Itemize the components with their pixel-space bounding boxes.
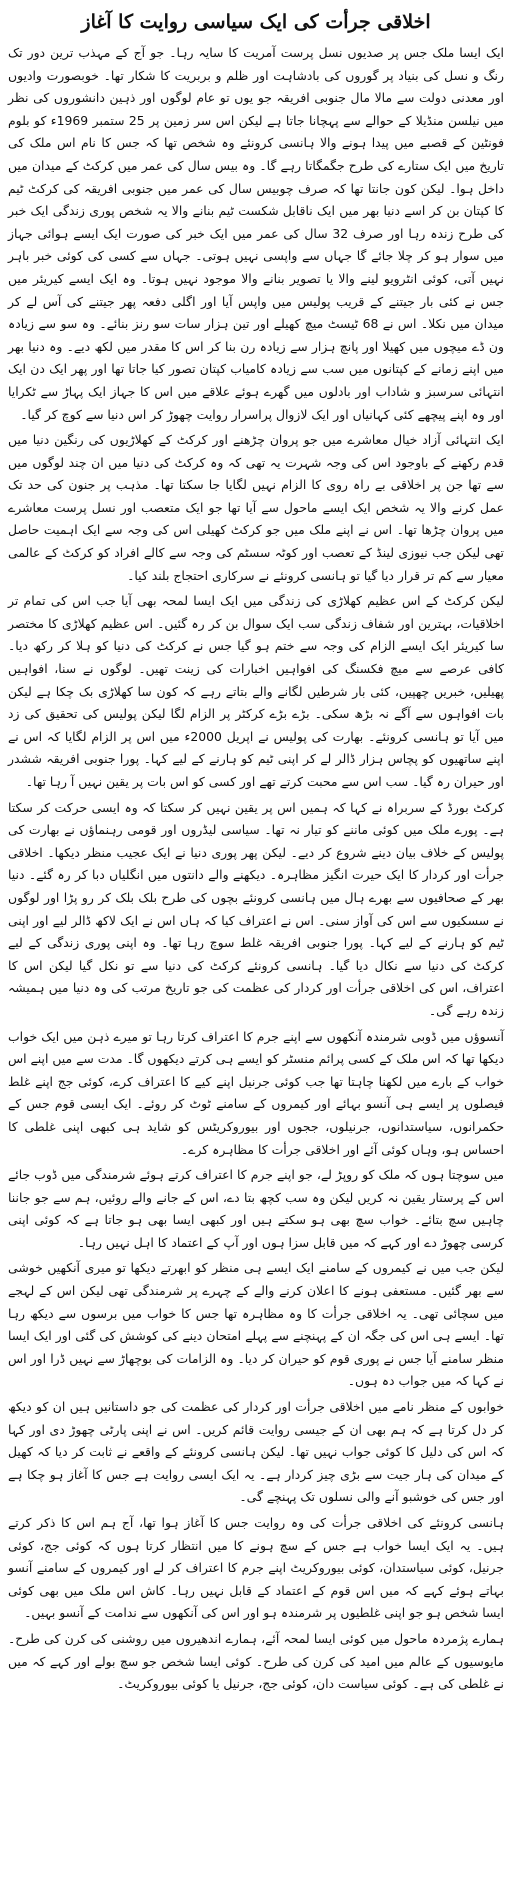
article-paragraph: کرکٹ بورڈ کے سربراہ نے کہا کہ ہمیں اس پر یقین نہیں کر سکتا کہ وہ ایسی حرکت کر سکتا ہے۔ پورے ملک میں کوئی ماننے کو تیار نہ تھا۔ سیاسی لیڈروں اور قومی رہنماؤں نے بھارت کی پولیس کے خلاف بیان دینے شروع کر دیے۔ لیکن پھر پوری دنیا نے ایک عجیب منظر دیکھا۔ اخلاقی جرأت اور کردار کا ایک حیرت انگیز مظاہرہ۔ دیکھنے والے دانتوں میں انگلیاں دبا کر رہ گئے۔ دنیا بھر کے صحافیوں سے بھرے ہال میں ہانسی کرونئے بچوں کی طرح بلک بلک کر رو پڑا اور لوگوں نے سسکیوں سے اس کی آواز سنی۔ اس نے اعتراف کیا کہ ہاں اس نے ایک لاکھ ڈالر لیے اور اپنی ٹیم کو ہارنے کے لیے کہا۔ پورا جنوبی افریقہ غلط سوچ رہا تھا۔ وہ اپنی پوری زندگی کے لیے کرکٹ کی دنیا سے نکال دیا گیا۔ ہانسی کرونئے کرکٹ کی دنیا سے تو نکل گیا لیکن اس کا اعتراف، اس کی اخلاقی جرأت اور کردار کی عظمت کی جو تاریخ مرتب کی وہ دنیا میں ہمیشہ زندہ رہے گی۔	[8, 799, 504, 1018]
article-paragraph: لیکن جب میں نے کیمروں کے سامنے ایک ایسے ہی منظر کو ابھرتے دیکھا تو میری آنکھیں خوشی سے بھر گئیں۔ مستعفی ہونے کا اعلان کرنے والے کے چہرے پر شرمندگی تھی لیکن اس کے لہجے میں سچائی تھی۔ یہ اخلاقی جرأت کا وہ مظاہرہ تھا جس کا خواب میں برسوں سے دیکھ رہا تھا۔ ایسے ہی اس کی جگہ ان کے پہنچنے سے پہلے امتحان دینے کی کوشش کی گئی اور ایک ایسا منظر سامنے آیا جس نے پوری قوم کو حیران کر دیا۔ وہ الزامات کی بوچھاڑ سے نہیں ڈرا اور اس نے کہا کہ میں جواب دہ ہوں۔	[8, 1260, 504, 1389]
article-paragraph: خوابوں کے منظر نامے میں اخلاقی جرأت اور کردار کی عظمت کی جو داستانیں ہیں ان کو دیکھ کر دل کرتا ہے کہ ہم بھی ان کے جیسی روایت قائم کریں۔ اس نے اپنی پارٹی چھوڑ دی اور کہا کہ اس کی دلیل کا کوئی جواب نہیں تھا۔ لیکن ہانسی کرونئے کے واقعے نے ثابت کر دیا کہ کھیل کے میدان کی ہار جیت سے بڑی چیز کردار ہے۔ یہ ایک ایسی روایت ہے جس کا آغاز ہو چکا ہے اور جس کی خوشبو آنے والی نسلوں تک پہنچے گی۔	[8, 1399, 504, 1505]
article-headline: اخلاقی جرأت کی ایک سیاسی روایت کا آغاز	[81, 11, 431, 33]
article-paragraph: ایک ایسا ملک جس پر صدیوں نسل پرست آمریت کا سایہ رہا۔ جو آج کے مہذب ترین دور تک رنگ و نسل کی بنیاد پر گوروں کی بادشاہت اور ظلم و بربریت کا شکار تھا۔ خوبصورت وادیوں اور معدنی دولت سے مالا مال جنوبی افریقہ جو یوں تو عام لوگوں اور ذہین دانشوروں کی نظر میں نیلسن منڈیلا کے حوالے سے پہچانا جاتا ہے لیکن اس سر زمین پر 25 ستمبر 1969ء کو بلوم فونٹین کے قصبے میں پیدا ہونے والا ہانسی کرونئے وہ شخص تھا کہ جس کا نام اس ملک کی تاریخ میں ایک ستارے کی طرح جگمگاتا رہے گا۔ وہ بیس سال کی عمر میں کرکٹ کے میدان میں داخل ہوا۔ لیکن کون جانتا تھا کہ صرف چوبیس سال کی عمر میں جنوبی افریقہ کی کرکٹ ٹیم کا کپتان بن کر اسے دنیا بھر میں ایک ناقابل شکست ٹیم بنانے والا یہ شخص پوری زندگی ایک خبر کی طرح زندہ رہا اور صرف 32 سال کی عمر میں ایک خبر کی صورت ایک ایسے ہوائی جہاز میں سوار ہو کر چلا جائے گا جہاں سے واپسی نہیں ہوتی۔ جہاں سے کسی کی کوئی خبر باہر نہیں آتی، کوئی انٹرویو لینے والا یا تصویر بنانے والا موجود نہیں ہوتا۔ وہ ایک ایسے کیریئر میں جس نے کئی بار جیتنے کے قریب پولیس میں واپس آیا اور اگلی دفعہ پھر جیتنے کی آس لے کر میدان میں نکلا۔ اس نے 68 ٹیسٹ میچ کھیلے اور تین ہزار سات سو رنز بنائے۔ وہ سو سے زیادہ ون ڈے میچوں میں کھیلا اور پانچ ہزار سے زیادہ رن بنا کر اس کا مقدر میں لکھ دیے۔ وہ دنیا بھر میں اپنے زمانے کے کپتانوں میں سب سے زیادہ کامیاب کپتان تصور کیا جاتا تھا اور پھر ایک دن ایک انتہائی سرسبز و شاداب اور بادلوں میں گھرے ہوئے علاقے میں اس کا جہاز ایک پہاڑ سے ٹکرایا اور وہ اپنے پیچھے کئی کہانیاں اور ایک لازوال پراسرار روایت چھوڑ کر اس دنیا سے کوچ کر گیا۔	[8, 45, 504, 422]
article-body	[8, 42, 504, 1696]
article-paragraph: میں سوچتا ہوں کہ ملک کو روپڑ لے، جو اپنے جرم کا اعتراف کرتے ہوئے شرمندگی میں ڈوب جائے اس کے پرستار یقین نہ کریں لیکن وہ سب کچھ بتا دے، اس کے جانے والے روئیں، ہم سے جو جاننا چاہیں سچ بتائے۔ خواب سچ بھی ہو سکتے ہیں اور کبھی ایسا بھی ہو جاتا ہے کہ کوئی اپنی کرسی چھوڑ دے اور کہے کہ میں قابل سزا ہوں اور آپ کے اعتماد کا اہل نہیں رہا۔	[8, 1167, 504, 1250]
article-paragraph: آنسوؤں میں ڈوبی شرمندہ آنکھوں سے اپنے جرم کا اعتراف کرتا رہا تو میرے ذہن میں ایک خواب دیکھا تھا کہ اس ملک کے کسی پرائم منسٹر کو ایسے ہی کرتے دیکھوں گا۔ مدت سے میں اپنے اس خواب کے بارے میں لکھنا چاہتا تھا جب کوئی جرنیل اپنے کیے کا اعتراف کرے، کوئی جج اپنے غلط فیصلوں پر ایسے ہی آنسو بہائے اور کیمروں کے سامنے ٹوٹ کر روئے۔ ایک ایسی قوم جس کے حکمرانوں، سیاستدانوں، جرنیلوں، ججوں اور بیوروکریٹس کو شاید ہی کبھی اپنی غلطی کا احساس ہو، وہاں کوئی آئے اور اخلاقی جرأت کا مظاہرہ کرے۔	[8, 1028, 504, 1157]
article-paragraph: لیکن کرکٹ کے اس عظیم کھلاڑی کی زندگی میں ایک ایسا لمحہ بھی آیا جب اس کی تمام تر اخلاقیات، بہترین اور شفاف زندگی سب ایک سوال بن کر رہ گئیں۔ اس عظیم کھلاڑی کا مختصر سا کیریئر ایک ایسے الزام کی وجہ سے ختم ہو گیا جس نے کرکٹ کی دنیا کو ہلا کر رکھ دیا۔ کافی عرصے سے میچ فکسنگ کی افواہیں اخبارات کی زینت تھیں۔ لوگوں نے سنا، افواہیں پھیلیں، خبریں چھپیں، کئی بار شرطیں لگانے والے بتاتے رہے کہ کون سا کھلاڑی بک چکا ہے لیکن بات افواہوں سے آگے نہ بڑھ سکی۔ بڑے بڑے کرکٹر پر الزام لگا لیکن پولیس کی تحقیق کی زد میں آیا تو ہانسی کرونئے۔ بھارت کی پولیس نے اپریل 2000ء میں اس پر الزام لگایا کہ اس نے اپنے ساتھیوں کو پچاس ہزار ڈالر لے کر اپنی ٹیم کو ہارنے کے لیے کہا۔ پورا جنوبی افریقہ ششدر اور حیران رہ گیا۔ سب اس سے محبت کرتے تھے اور کسی کو اس بات پر یقین نہیں آ رہا تھا۔	[8, 593, 504, 789]
article-paragraph: ایک انتہائی آزاد خیال معاشرے میں جو پروان چڑھنے اور کرکٹ کے کھلاڑیوں کی رنگین دنیا میں قدم رکھنے کے باوجود اس کی وجہ شہرت یہ تھی کہ وہ کرکٹ کی دنیا میں ان چند لوگوں میں سے تھا جن پر اخلاقی بے راہ روی کا الزام نہیں لگایا جا سکتا تھا۔ مذہب پر جنون کی حد تک عمل کرنے والا یہ شخص ایک ایسے ماحول سے آیا تھا جو ایک متعصب اور نسل پرست معاشرے میں پروان چڑھا تھا۔ اس نے اپنے ملک میں جو کرکٹ کھیلی اس کی وجہ سے ایک اہمیت حاصل تھی لیکن جب نیوزی لینڈ کے تعصب اور کوٹہ سسٹم کی وجہ سے کالے افراد کو کرکٹ کے عالمی معیار سے کم تر قرار دیا گیا تو ہانسی کرونئے نے سرکاری احتجاج بلند کیا۔	[8, 432, 504, 583]
article-paragraph: ہمارے پژمردہ ماحول میں کوئی ایسا لمحہ آئے، ہمارے اندھیروں میں روشنی کی کرن کی طرح۔ مایوسیوں کے عالم میں امید کی کرن کی طرح۔ کوئی ایسا شخص جو سچ بولے اور کہے کہ میں نے غلطی کی ہے۔ کوئی سیاست دان، کوئی جج، جرنیل یا کوئی بیوروکریٹ۔	[8, 1630, 504, 1692]
article-paragraph: ہانسی کرونئے کی اخلاقی جرأت کی وہ روایت جس کا آغاز ہوا تھا، آج ہم اس کا ذکر کرتے ہیں۔ یہ ایک ایسا خواب ہے جس کے سچ ہونے کا میں انتظار کرتا ہوں کہ کوئی جج، کوئی جرنیل، کوئی سیاستدان، کوئی بیوروکریٹ اپنے جرم کا اعتراف کر لے اور کیمروں کے سامنے آنسو بہاتے ہوئے کہے کہ میں اس قوم کے اعتماد کے قابل نہیں رہا۔ کاش اس ملک میں بھی کوئی ایسا شخص ہو جو اپنی غلطیوں پر شرمندہ ہو اور اس کی آنکھوں سے ندامت کے آنسو بہیں۔	[8, 1515, 504, 1621]
